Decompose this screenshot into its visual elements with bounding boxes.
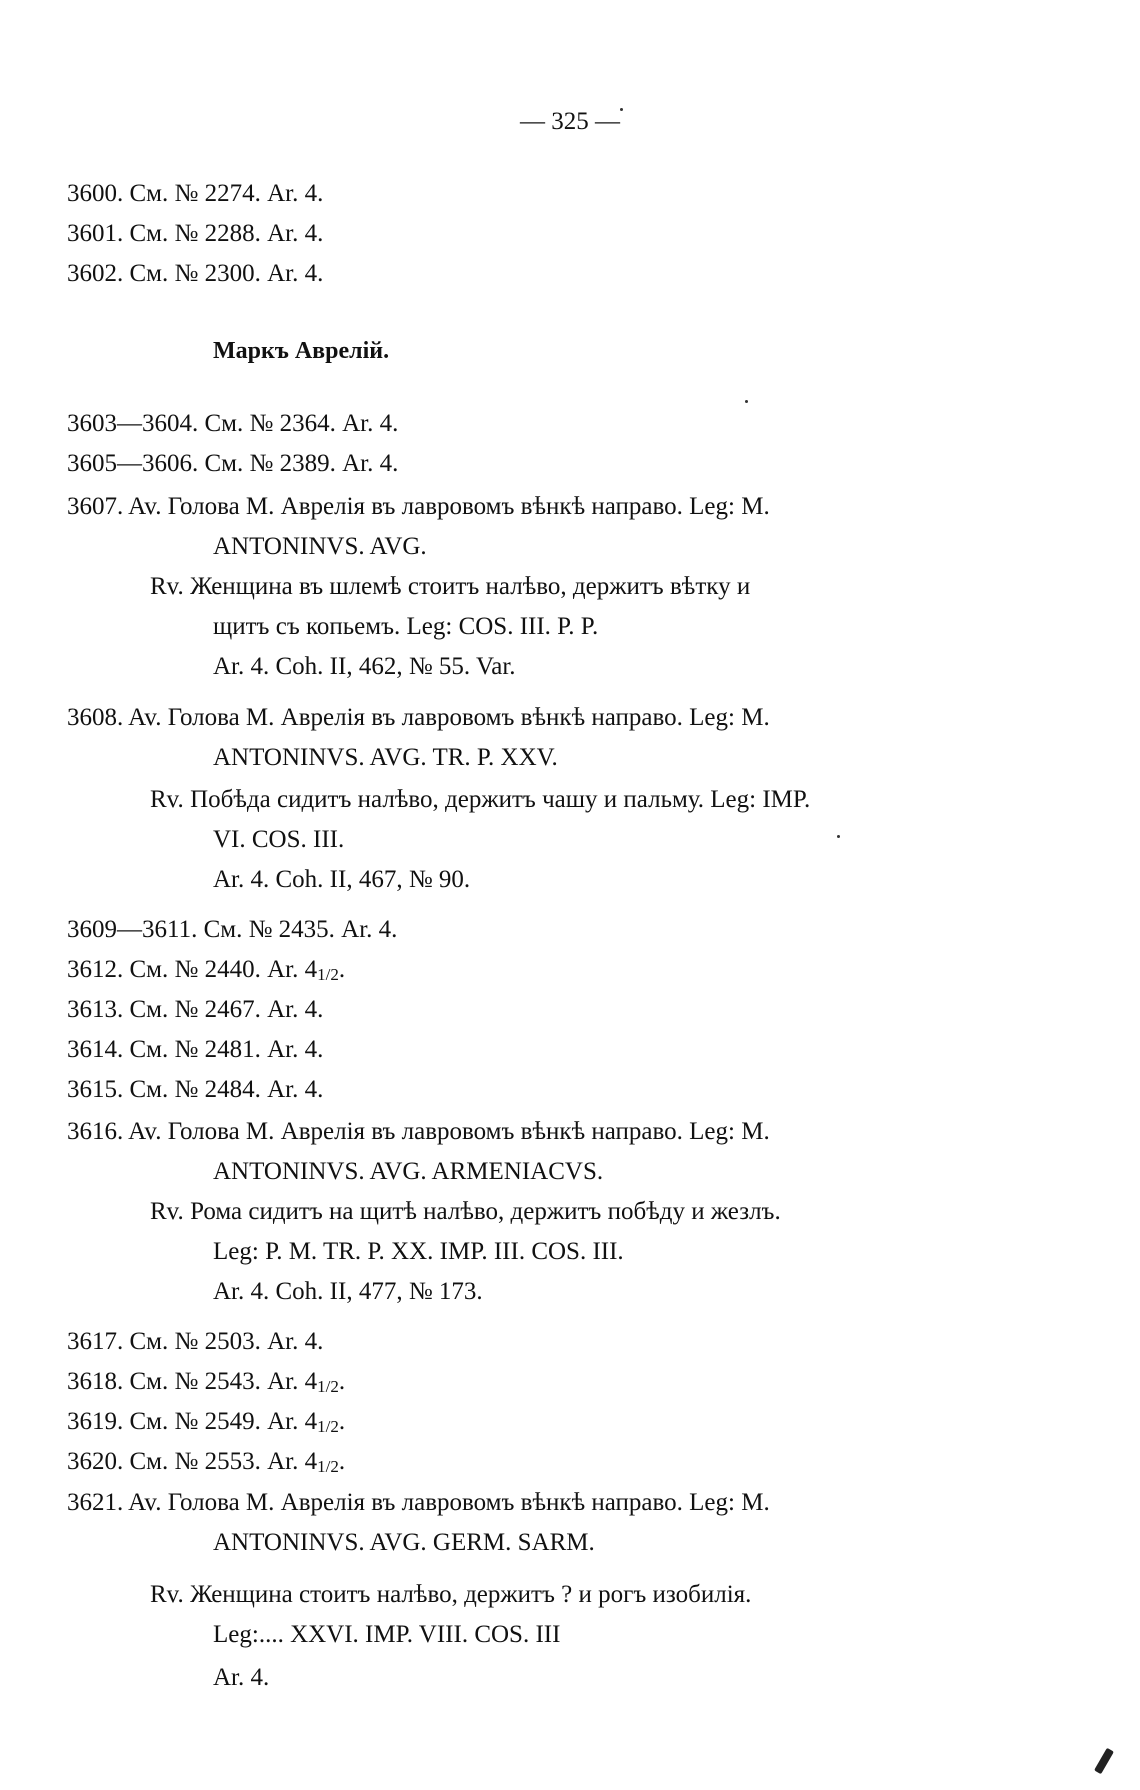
av-label: Av. bbox=[128, 704, 162, 731]
list-item bbox=[67, 448, 398, 480]
av-description: Голова М. Аврелія въ лавровомъ вѣнкѣ направо. Leg: М. bbox=[167, 1489, 770, 1516]
speck bbox=[745, 400, 748, 403]
reference: Ar. 4. Coh. II, 467, № 90. bbox=[213, 866, 471, 893]
entry-text: См. № 2543. Ar. 4 bbox=[129, 1368, 318, 1395]
reference: Ar. 4. Coh. II, 477, № 173. bbox=[213, 1278, 483, 1305]
entry-text: См. № 2503. Ar. 4. bbox=[129, 1328, 324, 1355]
entry-number: 3605—3606. bbox=[67, 450, 199, 477]
entry-number: 3602. bbox=[67, 260, 124, 287]
entry-number: 3620. bbox=[67, 1448, 124, 1475]
av-description: Голова М. Аврелія въ лавровомъ вѣнкѣ направо. Leg: М. bbox=[167, 704, 770, 731]
list-item bbox=[67, 408, 398, 440]
entry-av-line bbox=[67, 1116, 770, 1148]
entry-number: 3615. bbox=[67, 1076, 124, 1103]
entry-rv-line bbox=[150, 784, 810, 816]
entry-text: См. № 2467. Ar. 4. bbox=[129, 996, 324, 1023]
page-number: — 325 — bbox=[520, 108, 620, 135]
reference: Ar. 4. bbox=[213, 1664, 270, 1691]
entry-text: См. № 2435. Ar. 4. bbox=[203, 916, 398, 943]
entry-number: 3603—3604. bbox=[67, 410, 199, 437]
entry-number: 3617. bbox=[67, 1328, 124, 1355]
rv-label: Rv. bbox=[150, 1198, 184, 1225]
rv-description: Побѣда сидитъ налѣво, держитъ чашу и пальму. Leg: IMP. bbox=[190, 786, 811, 813]
entry-av-line bbox=[67, 491, 992, 523]
entry-number: 3616. bbox=[67, 1118, 124, 1145]
entry-text: См. № 2274. Ar. 4. bbox=[129, 180, 324, 207]
list-item: 3619. См. № 2549. Ar. 41/2. bbox=[67, 1408, 346, 1436]
entry-text: См. № 2549. Ar. 4 bbox=[129, 1408, 318, 1435]
list-item bbox=[67, 914, 397, 946]
list-item: 3618. См. № 2543. Ar. 41/2. bbox=[67, 1368, 346, 1396]
entry-text: См. № 2288. Ar. 4. bbox=[129, 220, 324, 247]
av-continuation: ANTONINVS. AVG. TR. P. XXV. bbox=[213, 744, 558, 771]
fraction: 1/2 bbox=[317, 1377, 339, 1396]
list-item: 3620. См. № 2553. Ar. 41/2. bbox=[67, 1448, 346, 1476]
speck bbox=[837, 835, 840, 838]
entry-text: См. № 2484. Ar. 4. bbox=[129, 1076, 324, 1103]
fraction: 1/2 bbox=[317, 965, 339, 984]
rv-continuation: щитъ съ копьемъ. Leg: COS. III. P. P. bbox=[213, 613, 599, 640]
av-label: Av. bbox=[128, 1489, 162, 1516]
list-item bbox=[67, 178, 323, 210]
list-item bbox=[67, 258, 323, 290]
entry-rv-line bbox=[150, 571, 750, 603]
entry-number: 3621. bbox=[67, 1489, 124, 1516]
list-item: 3612. См. № 2440. Ar. 41/2. bbox=[67, 956, 346, 984]
rv-label: Rv. bbox=[150, 1581, 184, 1608]
entry-text: См. № 2364. Ar. 4. bbox=[204, 410, 399, 437]
av-continuation: ANTONINVS. AVG. GERM. SARM. bbox=[213, 1529, 595, 1556]
entry-text: См. № 2440. Ar. 4 bbox=[129, 956, 318, 983]
entry-number: 3608. bbox=[67, 704, 124, 731]
av-description: Голова М. Аврелія въ лавровомъ вѣнкѣ направо. Leg: М. bbox=[167, 493, 770, 520]
list-item bbox=[67, 218, 323, 250]
rv-description: Рома сидитъ на щитѣ налѣво, держитъ побѣду и жезлъ. bbox=[190, 1198, 781, 1225]
entry-number: 3607. bbox=[67, 493, 124, 520]
reference: Ar. 4. Coh. II, 462, № 55. Var. bbox=[213, 653, 516, 680]
section-heading: Маркъ Аврелій. bbox=[213, 338, 390, 364]
entry-number: 3613. bbox=[67, 996, 124, 1023]
fraction: 1/2 bbox=[317, 1417, 339, 1436]
av-label: Av. bbox=[128, 1118, 162, 1145]
list-item bbox=[67, 1034, 323, 1066]
rv-label: Rv. bbox=[150, 786, 184, 813]
entry-number: 3601. bbox=[67, 220, 124, 247]
entry-text: См. № 2481. Ar. 4. bbox=[129, 1036, 324, 1063]
entry-number: 3619. bbox=[67, 1408, 124, 1435]
rv-continuation: Leg: P. M. TR. P. XX. IMP. III. COS. III. bbox=[213, 1238, 624, 1265]
av-description: Голова М. Аврелія въ лавровомъ вѣнкѣ направо. Leg: М. bbox=[167, 1118, 770, 1145]
av-continuation: ANTONINVS. AVG. bbox=[213, 533, 427, 560]
entry-number: 3600. bbox=[67, 180, 124, 207]
rv-description: Женщина въ шлемѣ стоитъ налѣво, держитъ вѣтку и bbox=[190, 573, 751, 600]
margin-mark bbox=[1094, 1748, 1114, 1775]
entry-number: 3618. bbox=[67, 1368, 124, 1395]
av-label: Av. bbox=[128, 493, 162, 520]
av-continuation: ANTONINVS. AVG. ARMENIACVS. bbox=[213, 1158, 604, 1185]
entry-number: 3609—3611. bbox=[67, 916, 198, 943]
entry-text: См. № 2300. Ar. 4. bbox=[129, 260, 324, 287]
fraction: 1/2 bbox=[317, 1457, 339, 1476]
entry-av-line bbox=[67, 1487, 770, 1519]
list-item bbox=[67, 994, 323, 1026]
entry-number: 3612. bbox=[67, 956, 124, 983]
entry-rv-line bbox=[150, 1579, 751, 1611]
entry-av-line bbox=[67, 702, 770, 734]
list-item bbox=[67, 1074, 323, 1106]
rv-label: Rv. bbox=[150, 573, 184, 600]
entry-rv-line bbox=[150, 1196, 781, 1228]
rv-description: Женщина стоитъ налѣво, держитъ ? и рогъ изобилія. bbox=[190, 1581, 752, 1608]
entry-text: См. № 2389. Ar. 4. bbox=[204, 450, 399, 477]
rv-continuation: VI. COS. III. bbox=[213, 826, 345, 853]
rv-continuation: Leg:.... XXVI. IMP. VIII. COS. III bbox=[213, 1621, 561, 1648]
speck bbox=[620, 108, 623, 111]
entry-number: 3614. bbox=[67, 1036, 124, 1063]
list-item bbox=[67, 1326, 323, 1358]
entry-text: См. № 2553. Ar. 4 bbox=[129, 1448, 318, 1475]
